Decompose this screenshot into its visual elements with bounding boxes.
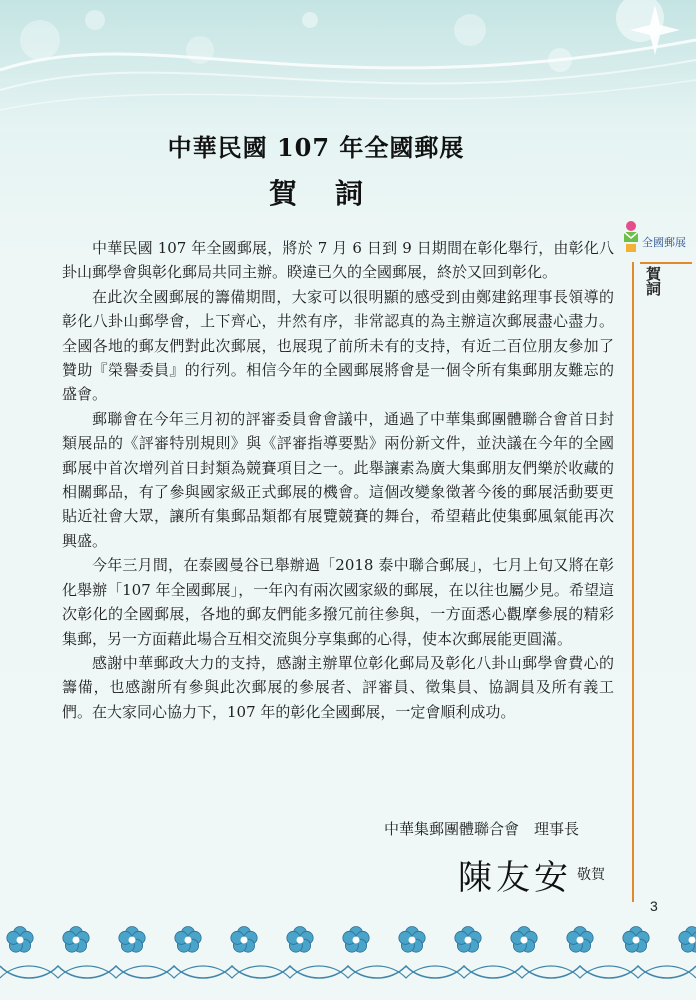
page-number: 3 [650, 898, 658, 914]
paragraph: 在此次全國郵展的籌備期間，大家可以很明顯的感受到由鄭建銘理事長領導的彰化八卦山郵學會，上下齊心，井然有序，非常認真的為主辦這次郵展盡心盡力。全國各地的郵友們對此次郵展，也展現了前所未有的支持，有近二百位朋友參加了贊助『榮譽委員』的行列。相信今年的全國郵展將會是一個令所有集郵朋友難忘的盛會。 [62, 287, 614, 404]
flower-icon [7, 927, 33, 953]
paragraph: 今年三月間，在泰國曼谷已舉辦過「2018 泰中聯合郵展」，七月上旬又將在彰化舉辦「107 年全國郵展」，一年內有兩次國家級的郵展，在以往也屬少見。希望這次彰化的全國郵展，各地的郵友們能多撥冗前往參與，一方面悉心觀摩參展的精彩集郵，另一方面藉此場合互相交流與分享集郵的心得，使本次郵展能更圓滿。 [62, 556, 614, 648]
vine-line [0, 966, 696, 978]
logo-text: 全國郵展 [642, 236, 686, 249]
signature-name: 陳友安 [458, 858, 572, 898]
signature-organization: 中華集郵團體聯合會 理事長 [384, 820, 580, 838]
flower-icon [63, 927, 89, 953]
page-subtitle: 賀詞 [268, 177, 401, 210]
exhibition-logo-icon [622, 218, 686, 258]
flower-icon [343, 927, 369, 953]
flower-icon [119, 927, 145, 953]
paragraph: 郵聯會在今年三月初的評審委員會會議中，通過了中華集郵團體聯合會首日封類展品的《評審特別規則》與《評審指導要點》兩份新文件，並決議在今年的全國郵展中首次增列首日封類為競賽項目之一。此舉讓素為廣大集郵朋友們樂於收藏的相關郵品，有了參與國家級正式郵展的機會。這個改變象徵著今後的郵展活動要更貼近社會大眾，讓所有集郵品類都有展覽競賽的舞台，希望藉此使集郵風氣能再次興盛。 [62, 409, 614, 550]
flower-icon [623, 927, 649, 953]
paragraph: 中華民國 107 年全國郵展，將於 7 月 6 日到 9 日期間在彰化舉行，由彰化八卦山郵學會與彰化郵局共同主辦。睽違已久的全國郵展，終於又回到彰化。 [62, 239, 614, 282]
side-vertical-rule [632, 262, 634, 902]
flower-icon [679, 927, 696, 953]
page-title: 中華民國 107 年全國郵展 [167, 133, 465, 162]
flower-icon [455, 927, 481, 953]
flower-icon [567, 927, 593, 953]
side-tab-label: 賀詞 [644, 266, 662, 296]
vine-line [0, 966, 696, 978]
paragraph: 感謝中華郵政大力的支持，感謝主辦單位彰化郵局及彰化八卦山郵學會費心的籌備，也感謝所有參與此次郵展的參展者、評審員、徵集員、協調員及所有義工們。在大家同心協力下，107 年的彰化全國郵展，一定會順利成功。 [62, 653, 614, 721]
side-tab-rule [640, 262, 692, 264]
flower-icon [287, 927, 313, 953]
flower-icon [399, 927, 425, 953]
flower-icon [511, 927, 537, 953]
letter-body [62, 236, 614, 724]
floral-border-decoration [0, 918, 696, 988]
flower-icon [175, 927, 201, 953]
header-decoration [0, 0, 696, 130]
flower-icon [231, 927, 257, 953]
signature-greeting: 敬賀 [577, 867, 605, 883]
